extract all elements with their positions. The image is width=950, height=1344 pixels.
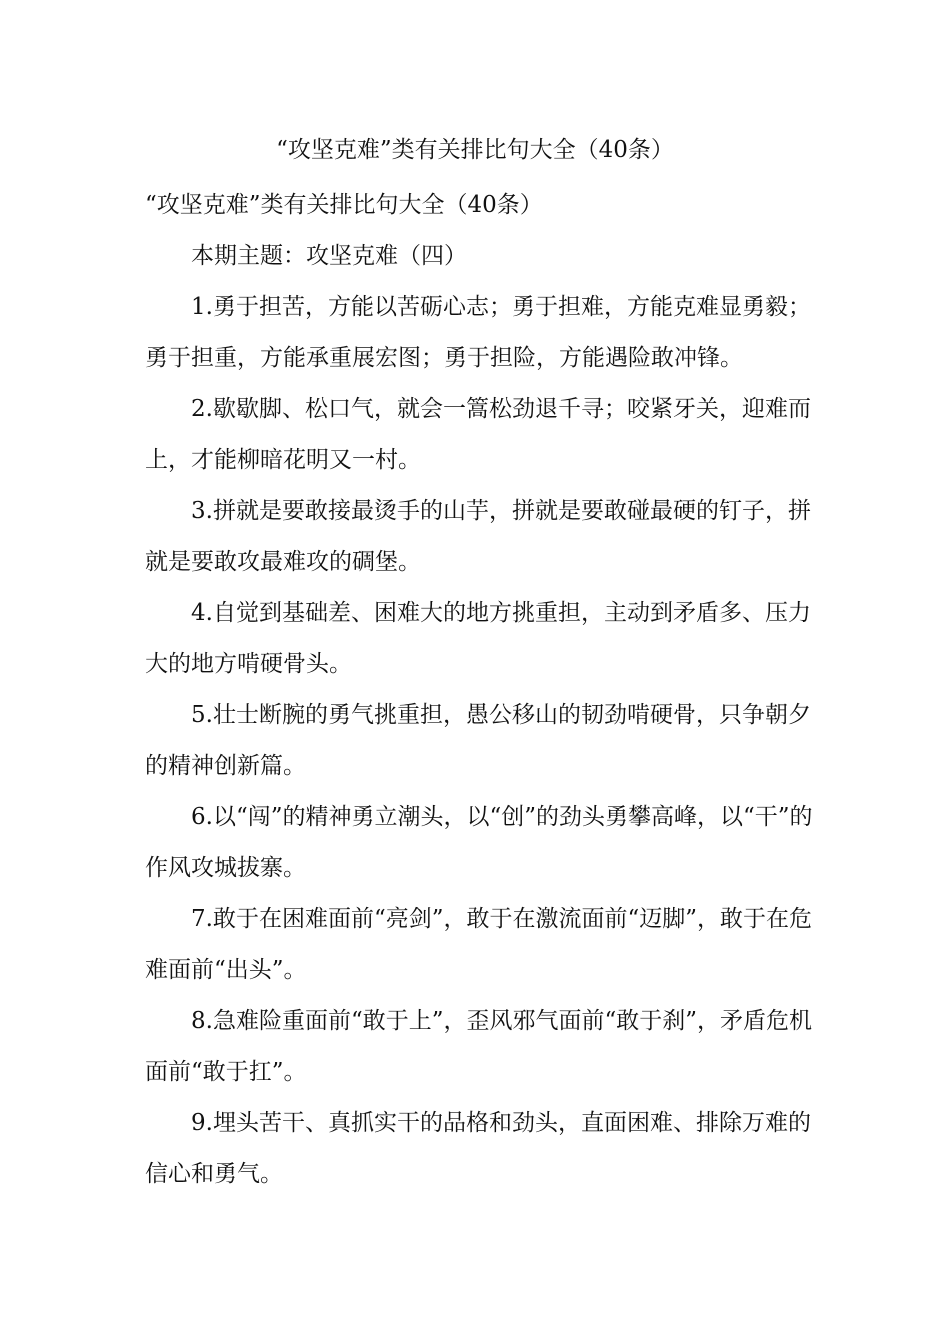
item-paragraph: 9.埋头苦干、真抓实干的品格和劲头，直面困难、排除万难的信心和勇气。 xyxy=(145,1110,811,1187)
item-paragraph: 7.敢于在困难面前“亮剑”，敢于在激流面前“迈脚”，敢于在危难面前“出头”。 xyxy=(145,906,812,983)
item-paragraph: 3.拼就是要敢接最烫手的山芋，拼就是要敢碰最硬的钉子，拼就是要敢攻最难攻的碉堡。 xyxy=(145,498,811,575)
item-paragraph: 1.勇于担苦，方能以苦砺心志；勇于担难，方能克难显勇毅；勇于担重，方能承重展宏图；勇于担险，方能遇险敢冲锋。 xyxy=(145,294,811,371)
document-subtitle: “攻坚克难”类有关排比句大全（40条） xyxy=(145,192,543,218)
theme-line: 本期主题：攻坚克难（四） xyxy=(191,243,467,269)
document-title: “攻坚克难”类有关排比句大全（40条） xyxy=(276,137,674,163)
item-paragraph: 6.以“闯”的精神勇立潮头，以“创”的劲头勇攀高峰，以“干”的作风攻城拔寨。 xyxy=(145,804,813,881)
item-paragraph: 8.急难险重面前“敢于上”，歪风邪气面前“敢于刹”，矛盾危机面前“敢于扛”。 xyxy=(145,1008,812,1085)
document-body xyxy=(145,180,817,1200)
item-paragraph: 4.自觉到基础差、困难大的地方挑重担，主动到矛盾多、压力大的地方啃硬骨头。 xyxy=(145,600,811,677)
item-paragraph: 5.壮士断腕的勇气挑重担，愚公移山的韧劲啃硬骨，只争朝夕的精神创新篇。 xyxy=(145,702,811,779)
item-paragraph: 2.歇歇脚、松口气，就会一篙松劲退千寻；咬紧牙关，迎难而上，才能柳暗花明又一村。 xyxy=(145,396,811,473)
